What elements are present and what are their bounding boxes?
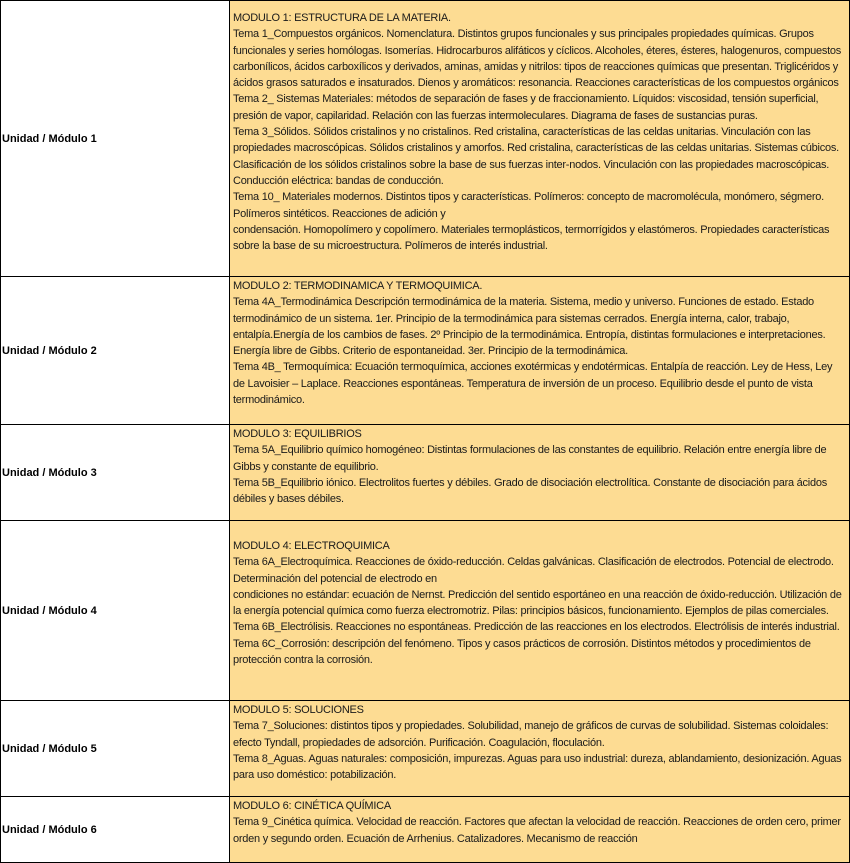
module-content [230,425,850,521]
module-content [230,521,850,701]
module-row [1,701,850,797]
topic-text: Tema 2_ Sistemas Materiales: métodos de separación de fases y de fraccionamiento. Líquidos: viscosidad, tensión superficial, presión de vapor, capilaridad. Relación con las fuerzas intermoleculares. Diagrama de fases de sustancias puras. [233,93,819,122]
module-title: MODULO 2: TERMODINAMICA Y TERMOQUIMICA. [233,280,483,292]
module-content [230,701,850,797]
topic-text: Tema 6C_Corrosión: descripción del fenómeno. Tipos y casos prácticos de corrosión. Distintos métodos y procedimientos de protección contra la corrosión. [233,637,811,667]
topic-text: Tema 9_Cinética química. Velocidad de reacción. Factores que afectan la velocidad de reacción. Reacciones de orden cero, primer orden y segundo orden. Ecuación de Arrhenius. Catalizadores. Mecanismo de reacción [233,816,841,845]
topic-text: Tema 4A_Termodinámica Descripción termodinámica de la materia. Sistema, medio y universo. Funciones de estado. Estado termodinámico de un sistema. 1er. Principio de la termodinámica para sistemas cerrados. Energía interna, calor, trabajo, entalpía.Energía de los cambios de fases. 2º Principio de la termodinámica. Entropía, distintas formulaciones e interpretaciones. Energía libre de Gibbs. Criterio de espontaneidad. 3er. Principio de la termodinámica. [233,296,826,358]
module-row [1,277,850,425]
module-row [1,521,850,701]
topic-text: Tema 1_Compuestos orgánicos. Nomenclatura. Distintos grupos funcionales y sus principales propiedades químicas. Grupos funcionales y series homólogas. Isomerías. Hidrocarburos alifáticos y cíclicos. Alcoholes, éteres, ésteres, halogenuros, compuestos carbonílicos, ácidos carboxílicos y derivados, aminas, amidas y nitrilos: tipos de reacciones químicas que presentan. Triglicéridos y ácidos grasos saturados e insaturados. Dienos y aromáticos: resonancia. Reacciones características de los compuestos orgánicos [233,28,841,90]
module-content [230,1,850,277]
module-title: MODULO 4: ELECTROQUIMICA [233,540,390,552]
module-title: MODULO 3: EQUILIBRIOS [233,428,362,440]
module-title: MODULO 5: SOLUCIONES [233,704,364,716]
module-title: MODULO 1: ESTRUCTURA DE LA MATERIA. [233,12,451,24]
unit-label: Unidad / Módulo 5 [1,701,230,797]
module-row [1,797,850,863]
module-title: MODULO 6: CINÉTICA QUÍMICA [233,800,391,812]
unit-label: Unidad / Módulo 2 [1,277,230,425]
topic-text: Tema 6B_Electrólisis. Reacciones no espontáneas. Predicción de las reacciones en los electrodos. Electrólisis de interés industrial. [233,621,840,634]
topic-text: Tema 3_Sólidos. Sólidos cristalinos y no cristalinos. Red cristalina, características de las celdas unitarias. Vinculación con las propiedades macroscópicas. Sólidos cristalinos y amorfos. Red cristalina, características de las celdas unitarias. Sistemas cúbicos. Clasificación de los sólidos cristalinos sobre la base de sus fuerzas inter-nodos. Vinculación con las propiedades macroscópicas. Conducción eléctrica: bandas de conducción. [233,126,839,187]
topic-text: condiciones no estándar: ecuación de Nernst. Predicción del sentido esportáneo en una reacción de óxido-reducción. Utilización de la energía potencial química como fuerza electromotriz. Pilas: principios básicos, funcionamiento. Ejemplos de pilas comerciales. [233,588,842,618]
topic-text: Tema 10_ Materiales modernos. Distintos tipos y características. Polímeros: concepto de macromolécula, monómero, ségmero. Polímeros sintéticos. Reacciones de adición y [233,191,824,220]
topic-text: Tema 5B_Equilibrio iónico. Electrolitos fuertes y débiles. Grado de disociación electrolítica. Constante de disociación para ácidos débiles y bases débiles. [233,476,827,506]
topic-text: Tema 8_Aguas. Aguas naturales: composición, impurezas. Aguas para uso industrial: dureza, ablandamiento, desionización. Aguas para uso doméstico: potabilización. [233,752,842,782]
topic-text: Tema 7_Soluciones: distintos tipos y propiedades. Solubilidad, manejo de gráficos de curvas de solubilidad. Sistemas coloidales: efecto Tyndall, propiedades de adsorción. Purificación. Coagulación, floculación. [233,720,829,749]
module-row [1,425,850,521]
topic-text: Tema 6A_Electroquímica. Reacciones de óxido-reducción. Celdas galvánicas. Clasificación de electrodos. Potencial de electrodo. Determinación del potencial de electrodo en [233,556,834,585]
module-content [230,277,850,425]
module-row [1,1,850,277]
topic-text: Tema 4B_ Termoquímica: Ecuación termoquímica, acciones exotérmicas y endotérmicas. Entalpía de reacción. Ley de Hess, Ley de Lavoisier – Laplace. Reacciones espontáneas. Temperatura de inversión de un proceso. Equilibrio desde el punto de vista termodinámico. [233,361,833,407]
module-content [230,797,850,863]
unit-label: Unidad / Módulo 4 [1,521,230,701]
unit-label: Unidad / Módulo 6 [1,797,230,863]
unit-label: Unidad / Módulo 3 [1,425,230,521]
topic-text: Tema 5A_Equilibrio químico homogéneo: Distintas formulaciones de las constantes de equilibrio. Relación entre energía libre de Gibbs y constante de equilibrio. [233,444,827,473]
unit-label: Unidad / Módulo 1 [1,1,230,277]
topic-text: condensación. Homopolímero y copolímero. Materiales termoplásticos, termorrígidos y elastómeros. Propiedades características sobre la base de su microestructura. Polímeros de interés industrial. [233,223,830,253]
